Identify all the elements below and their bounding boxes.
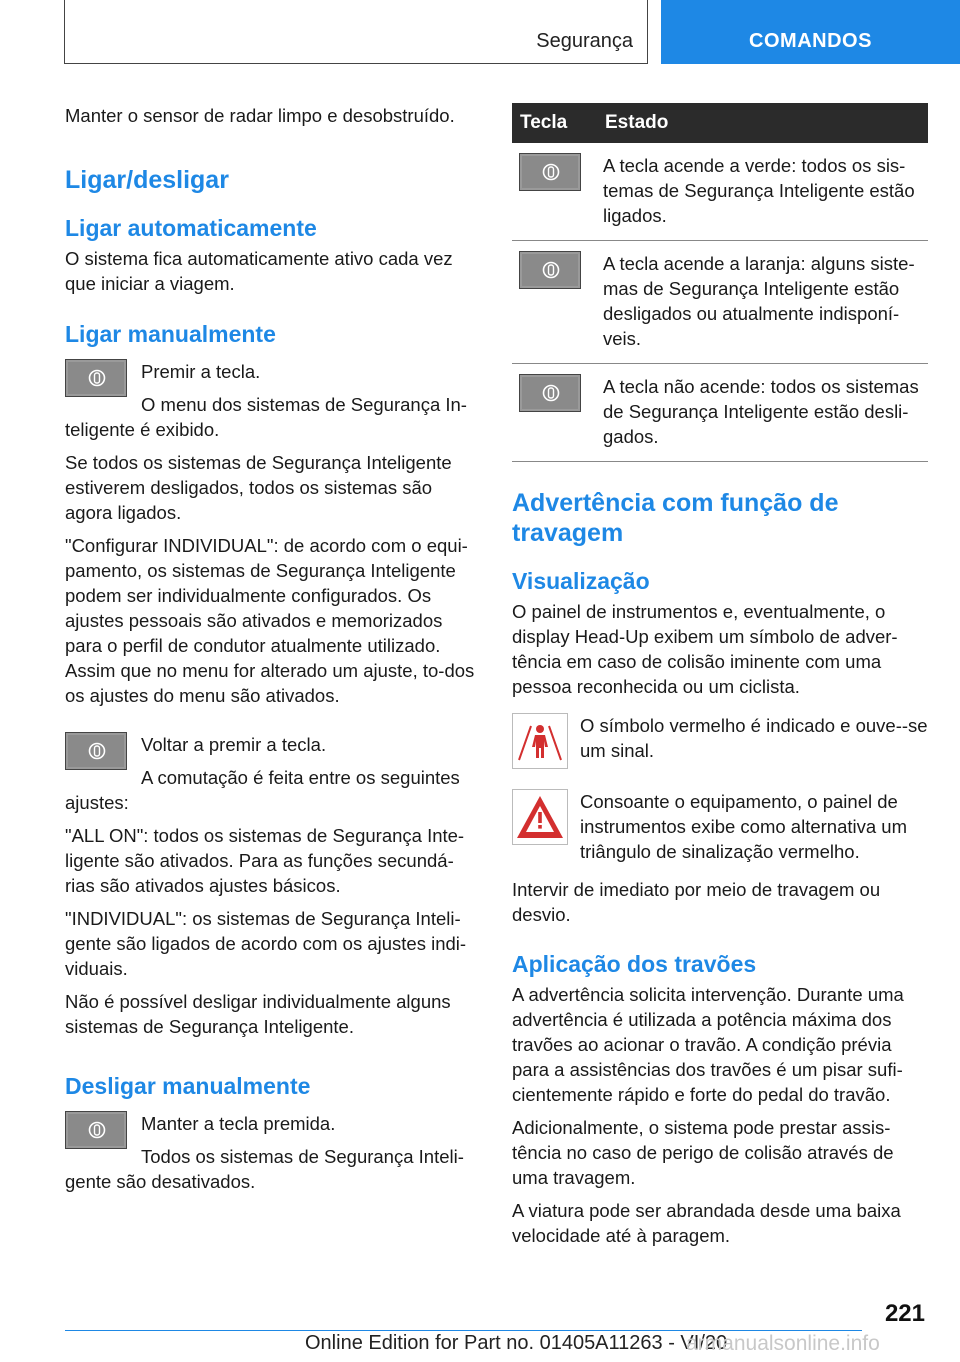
table-header-state: Estado [597,103,928,143]
safety-key-icon [519,374,581,412]
safety-key-icon [65,732,127,770]
table-row [512,364,928,462]
table-cell-state: A tecla não acende: todos os sistemas de Segurança Inteligente estão desli-gados. [597,364,928,462]
warning-triangle-icon [512,789,568,845]
auto-on-text: O sistema fica automaticamente ativo cada vez que iniciar a viagem. [65,248,453,294]
triangle-text: Consoante o equipamento, o painel de instrumentos exibe como alternativa um triângulo de sinalização vermelho. [580,791,907,862]
press-key-text: Premir a tecla. [141,361,261,382]
all-off-text: Se todos os sistemas de Segurança Inteligente estiverem desligados, todos os sistemas são agora ligados. [65,452,452,523]
table-header-key: Tecla [512,103,597,143]
heading-brake-warning: Advertência com função de travagem [512,489,839,547]
right-column [512,103,928,1248]
safety-key-icon [519,251,581,289]
heading-on-off: Ligar/desligar [65,166,229,194]
table-row [512,241,928,364]
header-section-title: Segurança [536,30,633,52]
brakes-text: A advertência solicita intervenção. Durante uma advertência é utilizada a potência máxima dos travões ao acionar o travão. A condição prévia para a assistências dos travões é um pisar sufi-cientemente rápido e forte do pedal do travão. [512,984,904,1105]
left-column [65,103,478,1194]
not-possible-text: Não é possível desligar individualmente alguns sistemas de Segurança Inteligente. [65,991,451,1037]
header-chapter-label: COMANDOS [749,30,872,52]
additional-text: Adicionalmente, o sistema pode prestar assis-tência no caso de perigo de colisão através de uma travagem. [512,1117,894,1188]
table-row [512,143,928,241]
header-section-box [64,0,648,64]
red-symbol-text: O símbolo vermelho é indicado e ouve--se um sinal. [580,715,928,761]
footer-divider [65,1330,862,1331]
display-text: O painel de instrumentos e, eventualmente, o display Head-Up exibem um símbolo de adver-tência em caso de colisão iminente com uma pessoa reconhecida ou um ciclista. [512,601,898,697]
table-cell-state: A tecla acende a verde: todos os sis-temas de Segurança Inteligente estão ligados. [597,143,928,241]
safety-key-icon [65,1111,127,1149]
heading-brake-application: Aplicação dos travões [512,951,757,977]
safety-key-icon [519,153,581,191]
all-on-text: "ALL ON": todos os sistemas de Segurança Inte-ligente são ativados. Para as funções secundá-rias são ativados ajustes básicos. [65,825,465,896]
individual-text: "INDIVIDUAL": os sistemas de Segurança Inteli-gente são ligados de acordo com os ajustes indi-viduais. [65,908,467,979]
press-again-text: Voltar a premir a tecla. [141,734,327,755]
heading-auto-on: Ligar automaticamente [65,215,317,241]
hold-key-text: Manter a tecla premida. [141,1113,336,1134]
config-individual-text: "Configurar INDIVIDUAL": de acordo com o equi-pamento, os sistemas de Segurança Inteligente podem ser individualmente configurados. Os ajustes pessoais são ativados e memorizados para o perfil de condutor atualmente utilizado. Assim que no menu for alterado um ajuste, to-dos os ajustes do menu são ativados. [65,535,475,706]
intro-text: Manter o sensor de radar limpo e desobstruído. [65,105,455,126]
slow-down-text: A viatura pode ser abrandada desde uma baixa velocidade até à paragem. [512,1200,901,1246]
table-cell-state: A tecla acende a laranja: alguns siste-mas de Segurança Inteligente estão desligados ou atualmente indisponí-veis. [597,241,928,364]
watermark-text: armanualsonline.info [686,1332,880,1355]
intervene-text: Intervir de imediato por meio de travagem ou desvio. [512,879,881,925]
toggle-settings-text: A comutação é feita entre os seguintes ajustes: [65,767,460,813]
safety-key-icon [65,359,127,397]
pedestrian-warning-icon [512,713,568,769]
heading-manual-on: Ligar manualmente [65,321,276,347]
header-chapter-tab [661,0,960,64]
key-status-table [512,103,928,462]
menu-shown-text: O menu dos sistemas de Segurança In-teligente é exibido. [65,394,467,440]
all-deactivated-text: Todos os sistemas de Segurança Inteli-gente são desativados. [65,1146,464,1192]
edition-text: Online Edition for Part no. 01405A11263 - VI/20 [305,1332,728,1354]
heading-display: Visualização [512,568,650,594]
page-number: 221 [884,1300,925,1327]
heading-manual-off: Desligar manualmente [65,1073,311,1099]
